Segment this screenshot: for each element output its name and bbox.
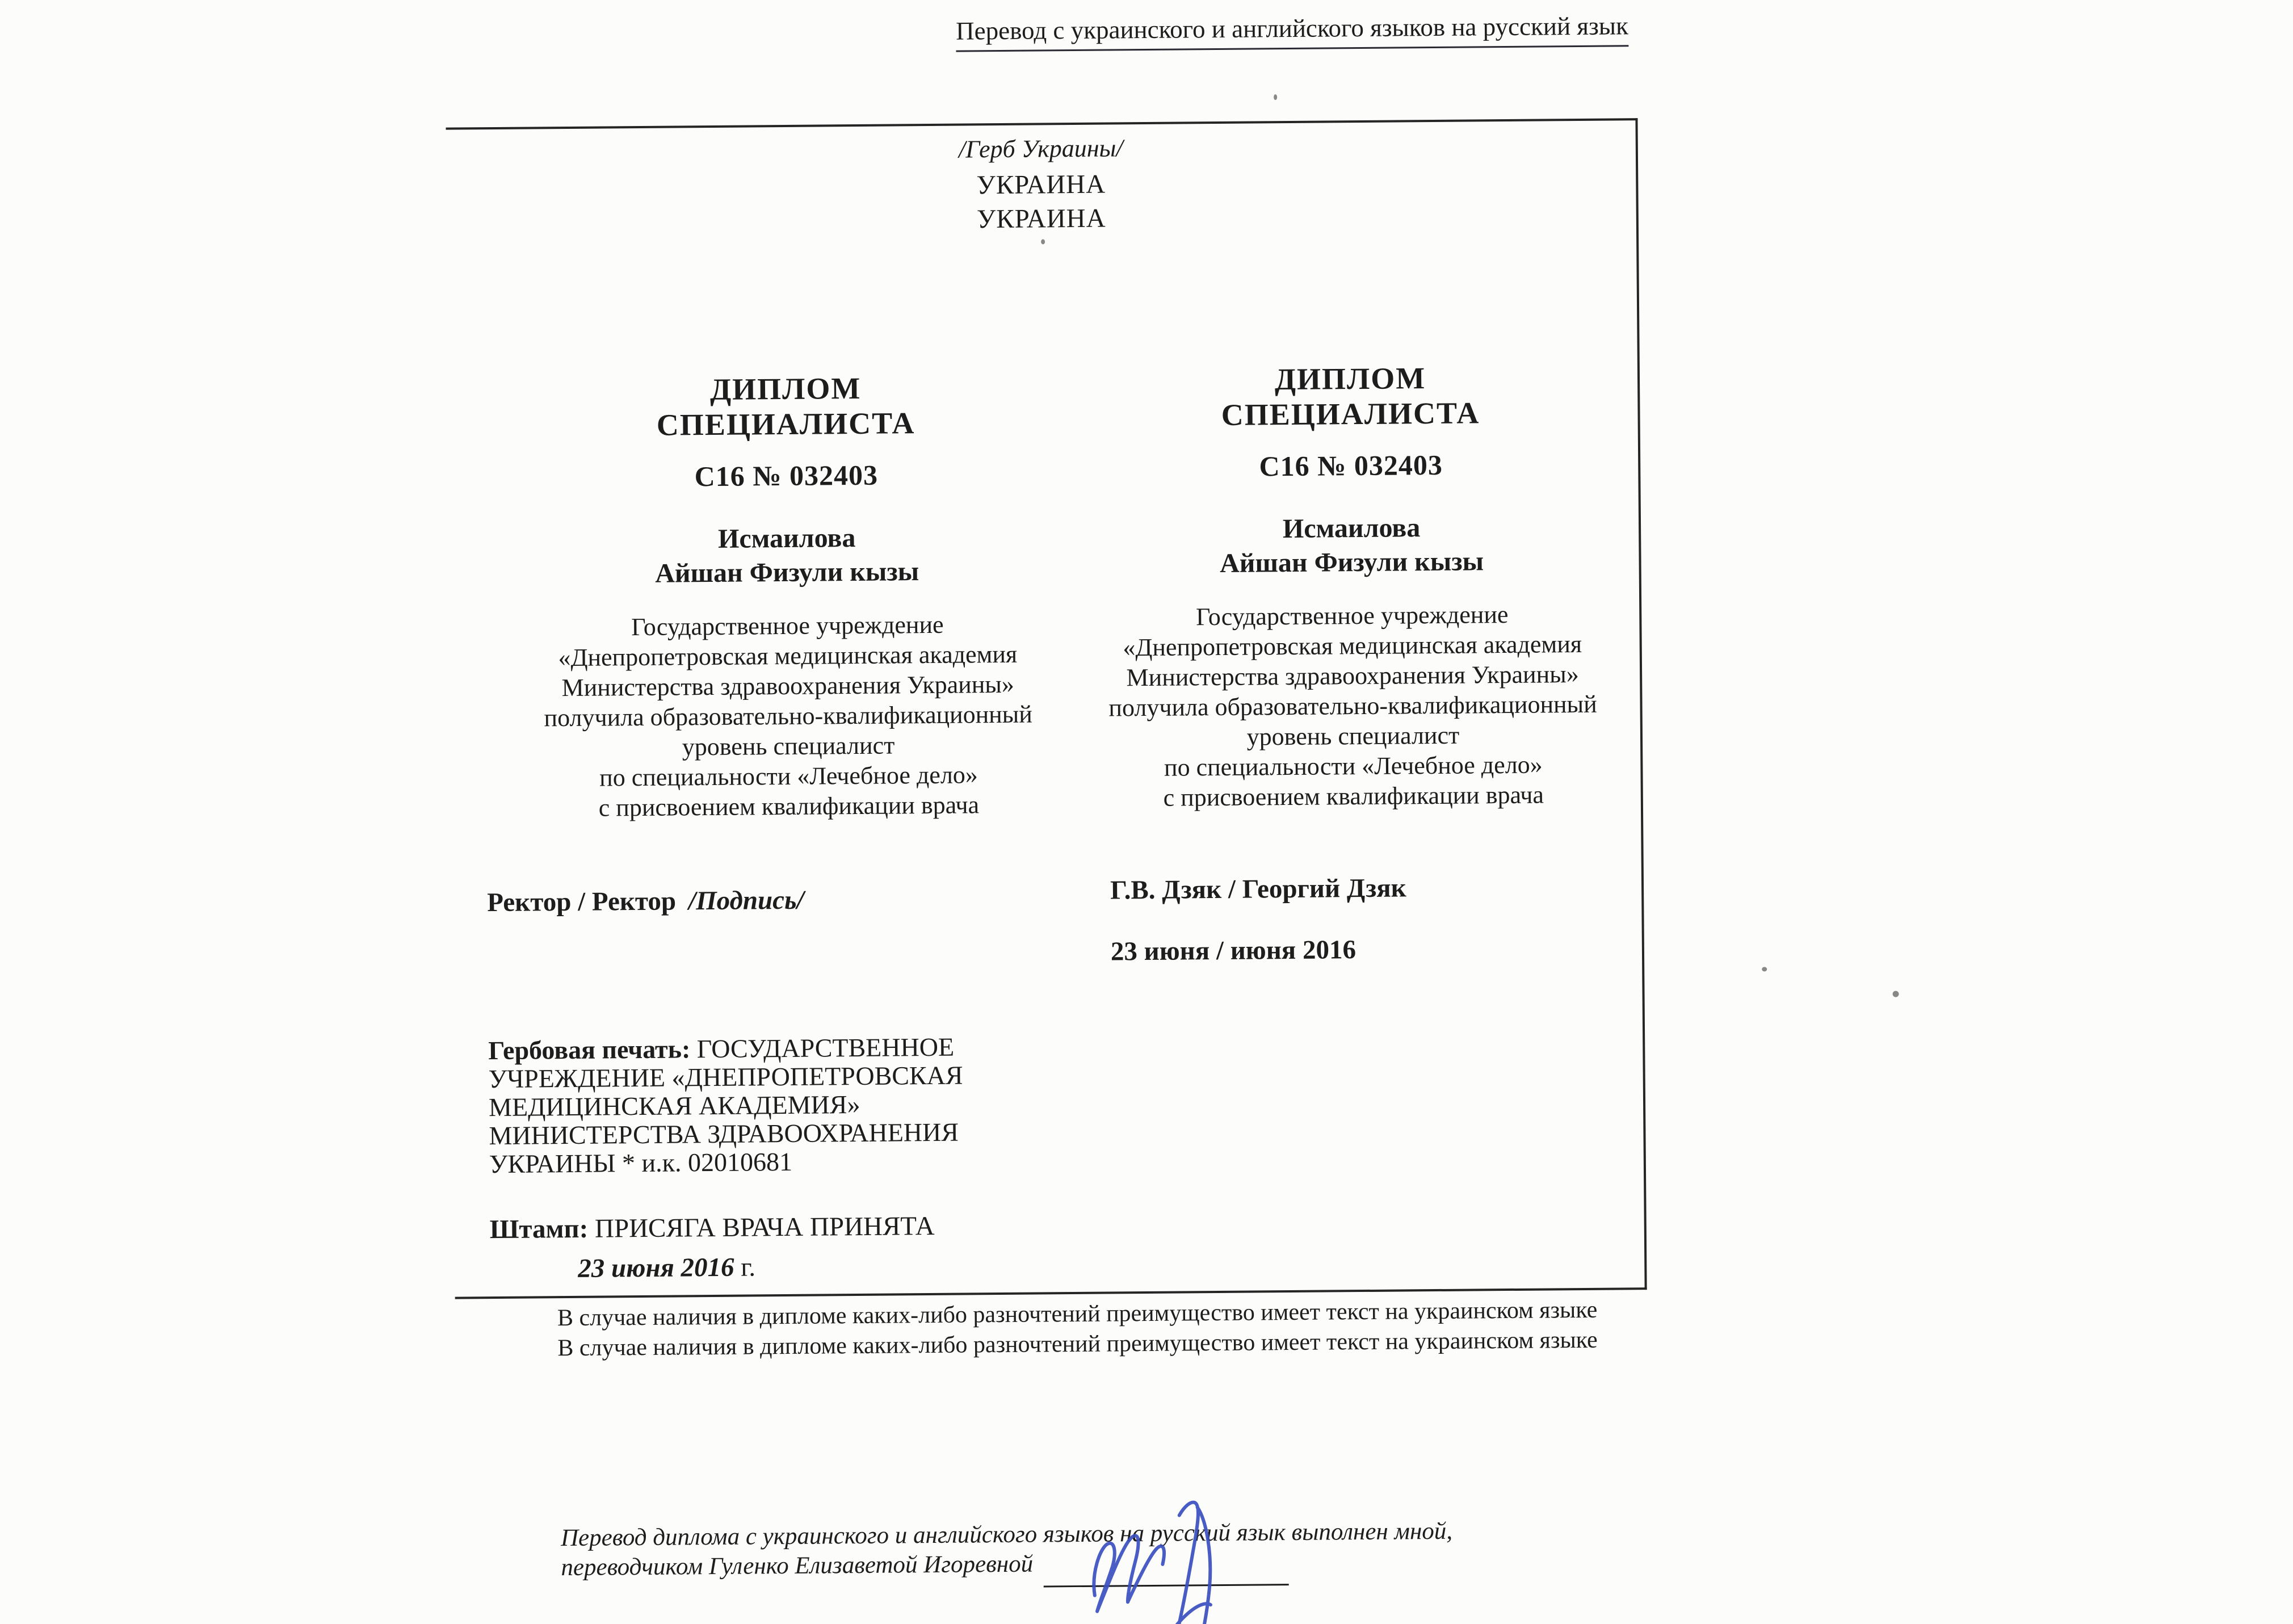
seal-line-3: МЕДИЦИНСКАЯ АКАДЕМИЯ» <box>488 1089 860 1122</box>
rector-label: Ректор / Ректор <box>487 886 677 918</box>
stamp-transcription <box>490 1210 935 1285</box>
right-body-line: получила образовательно-квалификационный <box>1108 690 1597 722</box>
left-body-line: Государственное учреждение <box>631 610 944 641</box>
left-name-line-1: Исмаилова <box>717 523 856 554</box>
right-body-line: «Днепропетровская медицинская академия <box>1123 630 1582 662</box>
diploma-frame <box>446 118 1647 1299</box>
stamp-date: 23 июня 2016 <box>578 1252 734 1283</box>
right-body-line: Государственное учреждение <box>1195 600 1509 631</box>
translation-header: Перевод с украинского и английского языков на русский язык <box>956 11 1628 52</box>
scan-speck <box>1274 94 1277 100</box>
right-body-line: с присвоением квалификации врача <box>1163 780 1544 812</box>
left-body-line: уровень специалист <box>682 731 895 761</box>
right-body-line: Министерства здравоохранения Украины» <box>1126 660 1579 692</box>
right-holder-name <box>1065 509 1639 582</box>
left-name-line-2: Айшан Физули кызы <box>654 556 919 589</box>
stamp-line-2 <box>578 1250 935 1285</box>
translator-line-2: переводчиком Гуленко Елизаветой Игоревной <box>561 1550 1034 1581</box>
issue-date-line: 23 июня / июня 2016 <box>1110 935 1357 967</box>
country-line-1: УКРАИНА <box>976 169 1106 200</box>
left-title-line-2: СПЕЦИАЛИСТА <box>656 406 915 442</box>
stamp-label: Штамп: <box>489 1214 589 1245</box>
left-body-line: с присвоением квалификации врача <box>598 791 980 822</box>
right-diploma-number: С16 № 032403 <box>1259 448 1443 482</box>
right-name-line-1: Исмаилова <box>1282 513 1421 544</box>
right-name-line-2: Айшан Физули кызы <box>1219 546 1484 578</box>
handwritten-signature <box>1027 1452 1324 1624</box>
right-diploma-title <box>1064 359 1637 434</box>
emblem-block <box>446 129 1636 240</box>
stamp-date-suffix: г. <box>734 1252 756 1282</box>
left-body-line: получила образовательно-квалификационный <box>544 700 1032 732</box>
seal-line-5: УКРАИНЫ * и.к. 02010681 <box>489 1147 793 1179</box>
left-body-line: по специальности «Лечебное дело» <box>599 761 978 792</box>
seal-line-4: МИНИСТЕРСТВА ЗДРАВООХРАНЕНИЯ <box>489 1117 959 1151</box>
discrepancy-notes <box>557 1295 1598 1363</box>
left-title-line-1: ДИПЛОМ <box>709 371 862 407</box>
scan-speck <box>1762 967 1767 971</box>
right-body-text <box>1065 598 1640 813</box>
left-holder-name <box>472 519 1102 593</box>
left-body-line: «Днепропетровская медицинская академия <box>558 640 1018 672</box>
left-diploma-title <box>471 369 1101 444</box>
left-diploma-number: С16 № 032403 <box>694 459 879 493</box>
right-body-line: уровень специалист <box>1246 721 1460 751</box>
scan-speck <box>1893 991 1899 997</box>
seal-transcription <box>488 1033 1034 1179</box>
rector-name-line: Г.В. Дзяк / Георгий Дзяк <box>1110 873 1406 905</box>
right-title-line-1: ДИПЛОМ <box>1274 361 1426 397</box>
seal-line-2: УЧРЕЖДЕНИЕ «ДНЕПРОПЕТРОВСКАЯ <box>488 1060 963 1094</box>
translator-line-1: Перевод диплома с украинского и английского языков на русский язык выполнен мной, <box>560 1517 1453 1552</box>
left-body-line: Министерства здравоохранения Украины» <box>561 670 1015 702</box>
stamp-text: ПРИСЯГА ВРАЧА ПРИНЯТА <box>588 1211 935 1244</box>
left-body-text <box>472 609 1104 824</box>
scan-speck <box>1041 239 1045 244</box>
coat-of-arms-note: /Герб Украины/ <box>958 134 1123 163</box>
right-body-line: по специальности «Лечебное дело» <box>1164 750 1543 782</box>
country-line-2: УКРАИНА <box>976 203 1106 234</box>
discrepancy-note-line-1: В случае наличия в дипломе каких-либо разночтений преимущество имеет текст на украинском языке <box>557 1296 1598 1332</box>
stamp-line-1 <box>490 1210 935 1245</box>
discrepancy-note-line-2: В случае наличия в дипломе каких-либо разночтений преимущество имеет текст на украинском языке <box>557 1327 1598 1362</box>
signature-placeholder-note: /Подпись/ <box>688 885 804 916</box>
right-title-line-2: СПЕЦИАЛИСТА <box>1221 396 1480 432</box>
seal-label: Гербовая печать: <box>488 1034 691 1065</box>
seal-line-1 <box>488 1033 1033 1065</box>
rector-signature-line <box>487 885 804 918</box>
seal-line-1-text: ГОСУДАРСТВЕННОЕ <box>690 1032 955 1064</box>
